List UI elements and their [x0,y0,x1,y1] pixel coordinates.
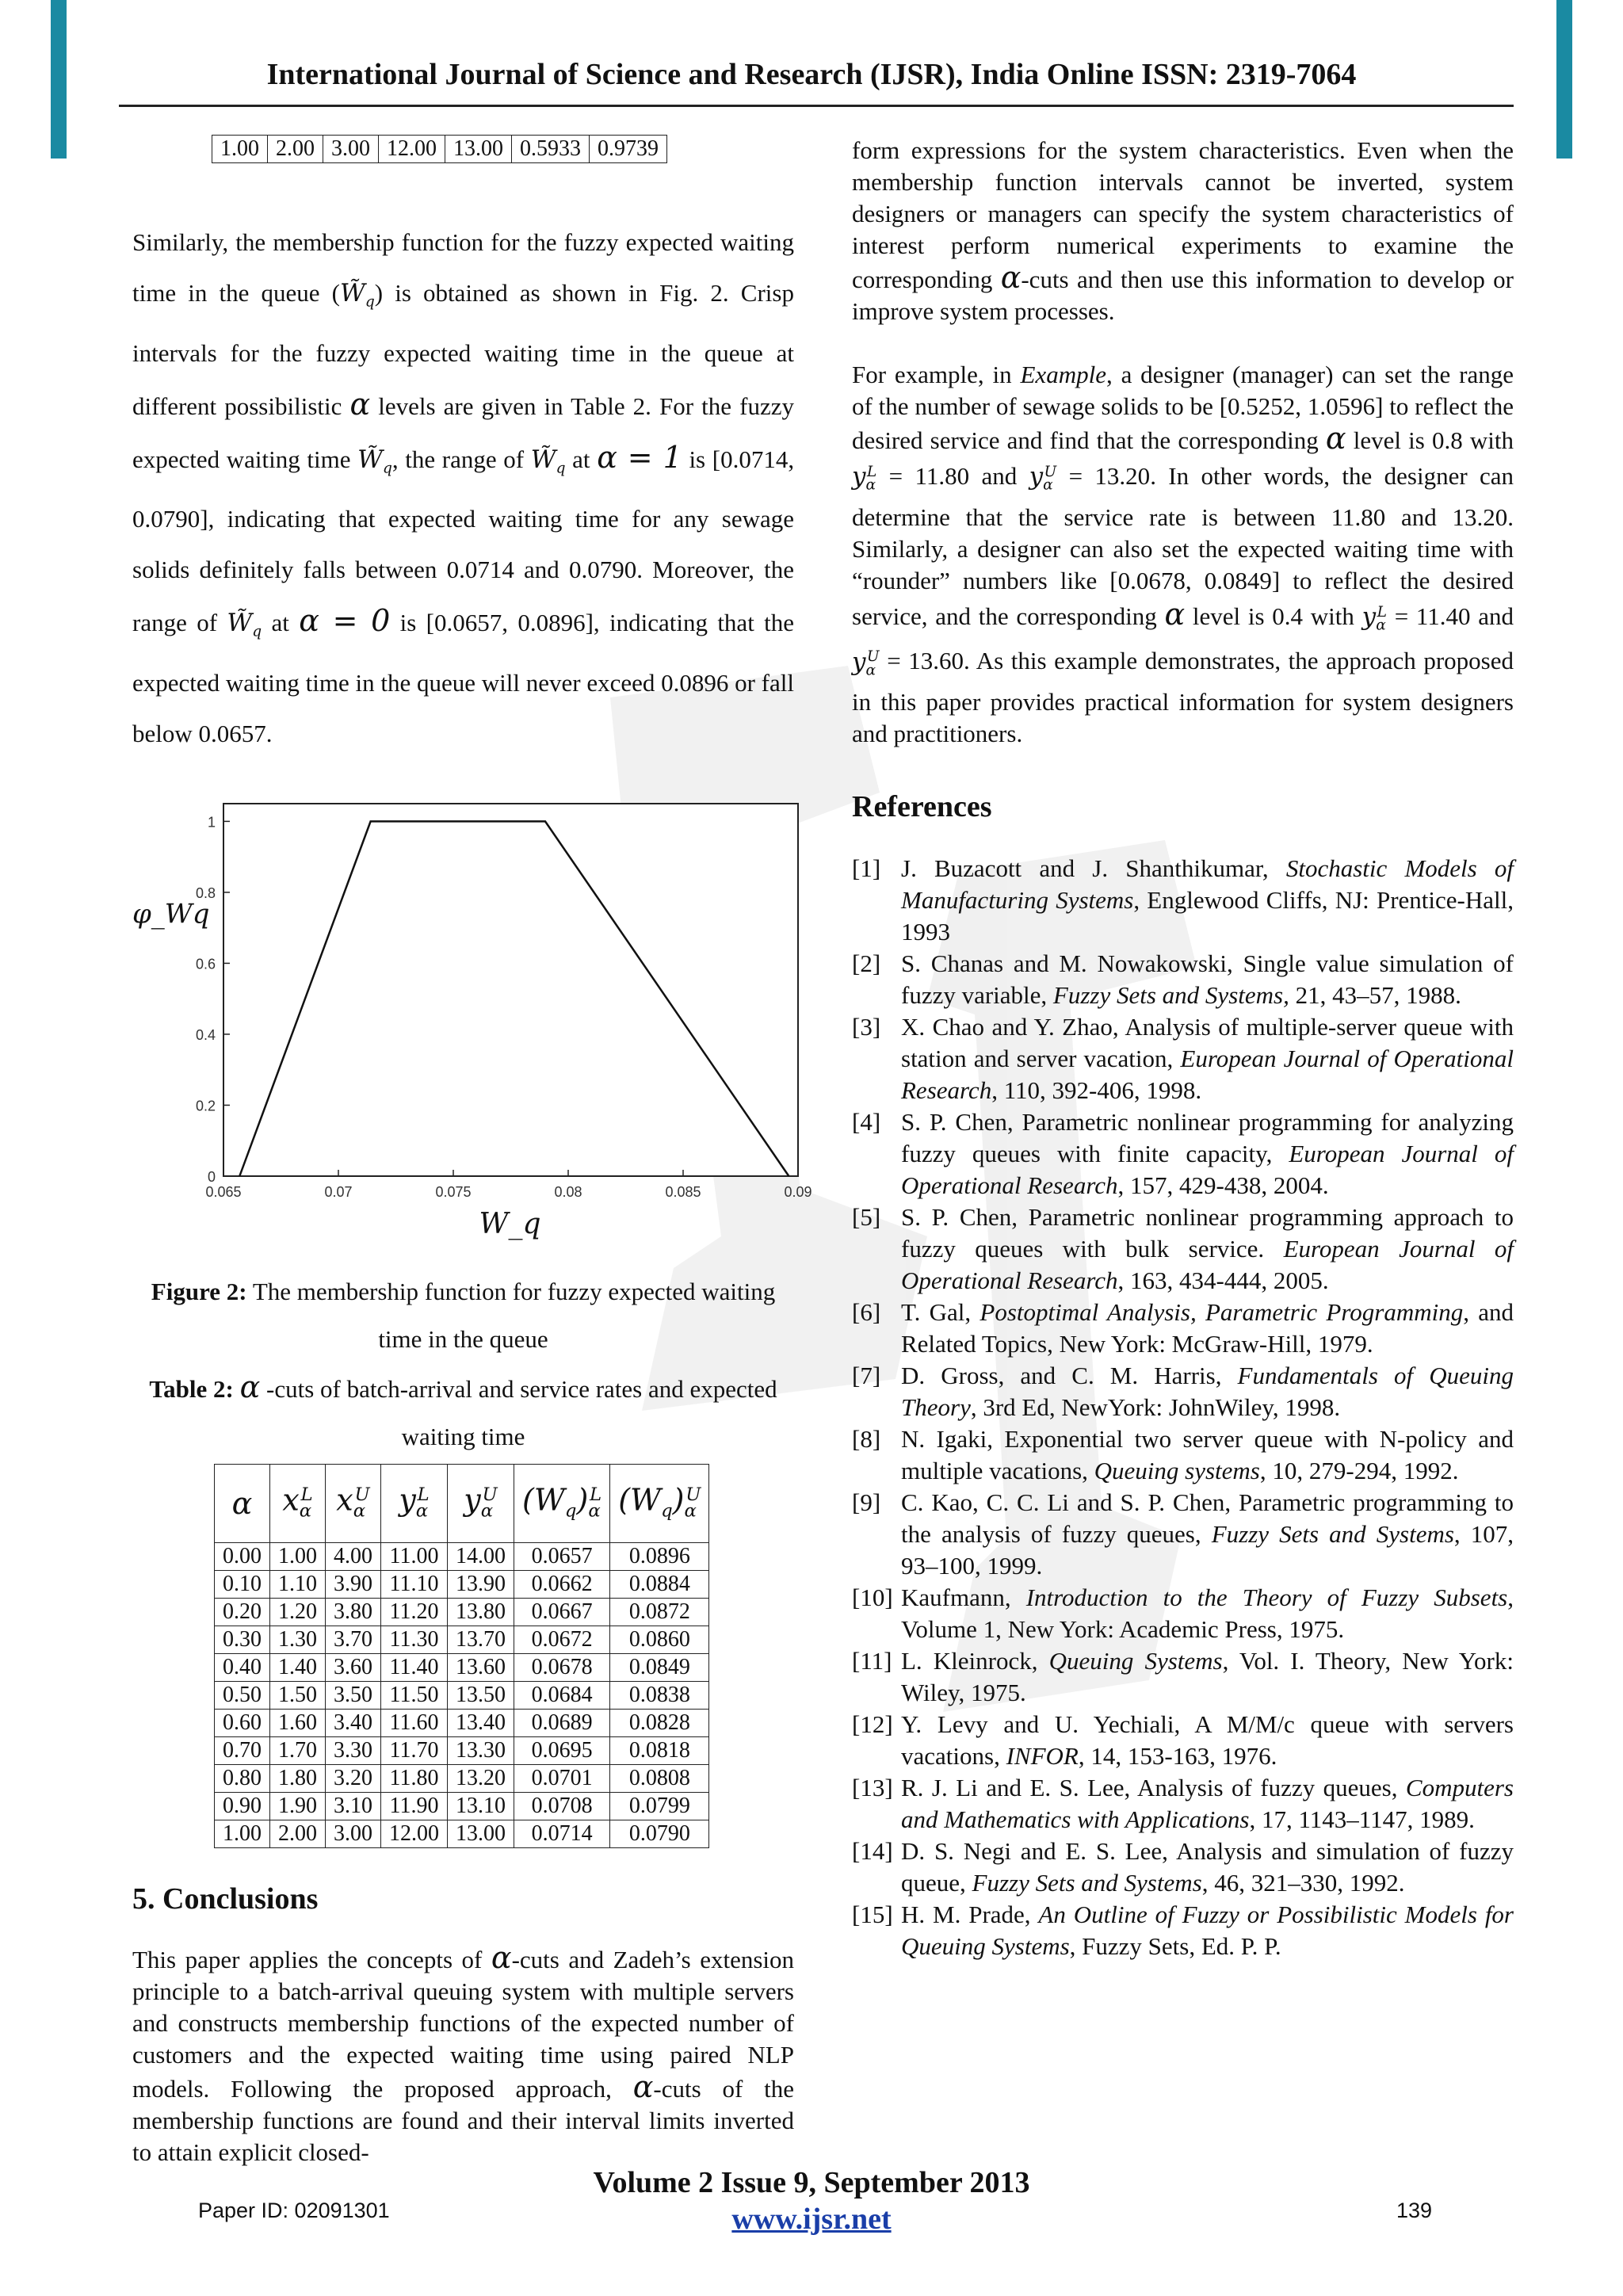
reference-text: R. J. Li and E. S. Lee, Analysis of fuzzy queues, Computers and Mathematics with Applications, 17, 1143–1147, 1989. [901,1774,1514,1834]
table-cell: 12.00 [381,1820,448,1847]
table-2-body [215,1542,709,1847]
table-cell: 0.0667 [514,1598,610,1626]
right-column [852,135,1514,1962]
table-cell: 0.90 [215,1792,270,1820]
references-heading: References [852,790,992,824]
reference-number: [15] [852,1901,893,1929]
reference-number: [4] [852,1108,881,1137]
table-cell: 0.0701 [514,1764,610,1792]
header-alpha: α [215,1464,270,1542]
table-cell: 3.60 [326,1653,381,1681]
table-cell: 0.70 [215,1736,270,1764]
table-cell: 0.0714 [514,1820,610,1847]
table-cell: 4.00 [326,1542,381,1570]
symbol-wq: $W̃_q$ [227,609,262,640]
table-cell: 1.60 [270,1709,326,1736]
reference-text: J. Buzacott and J. Shanthikumar, Stochastic Models of Manufacturing Systems, Englewood Cliffs, NJ: Prentice-Hall, 1993 [901,854,1514,946]
x-tick-label: 0.085 [665,1183,701,1200]
table-cell: 3.20 [326,1764,381,1792]
table-row [215,1542,709,1570]
table-row [212,136,667,163]
table-cell: 1.80 [270,1764,326,1792]
header-divider [119,105,1514,107]
header-wq-lower: $(W_q)_\alpha^L$ [514,1464,610,1542]
table-cell: 11.70 [381,1736,448,1764]
table-cell: 0.0860 [610,1626,709,1653]
x-tick-label: 0.08 [554,1183,582,1200]
table-cell: 3.90 [326,1570,381,1598]
table-cell: 1.00 [215,1820,270,1847]
table-cell: 13.20 [448,1764,514,1792]
table-cell: 13.60 [448,1653,514,1681]
symbol-wq: $W̃_q$ [339,279,375,311]
table-header-row [215,1464,709,1542]
reference-text: H. M. Prade, An Outline of Fuzzy or Possibilistic Models for Queuing Systems, Fuzzy Sets, Ed. P. P. [901,1901,1514,1961]
left-column [132,135,812,2186]
reference-item [852,1709,1514,1772]
reference-number: [14] [852,1837,893,1866]
conclusions-paragraph: This paper applies the concepts of α-cuts and Zadeh’s extension principle to a batch-arrival queuing system with multiple servers and constructs membership functions of the expected number of customers and the expected waiting time using paired NLP models. Following the proposed approach, α-cuts of the membership functions are found and their interval limits inverted to attain explicit closed- [132,1939,794,2166]
table-cell: 0.0684 [514,1681,610,1709]
reference-item [852,1899,1514,1962]
reference-text: S. P. Chen, Parametric nonlinear programming for analyzing fuzzy queues with finite capacity, European Journal of Operational Research, 157, 429-438, 2004. [901,1108,1514,1200]
table-cell: 13.50 [448,1681,514,1709]
table-cell: 1.40 [270,1653,326,1681]
table-cell: 0.00 [215,1542,270,1570]
reference-text: C. Kao, C. C. Li and S. P. Chen, Parametric programming to the analysis of fuzzy queues, Fuzzy Sets and Systems, 107, 93–100, 1999. [901,1488,1514,1580]
reference-text: S. P. Chen, Parametric nonlinear programming approach to fuzzy queues with bulk service. European Journal of Operational Research, 163, 434-444, 2005. [901,1203,1514,1295]
table-cell: 13.90 [448,1570,514,1598]
table-cell: 11.50 [381,1681,448,1709]
table-cell: 1.90 [270,1792,326,1820]
reference-item [852,1297,1514,1360]
table-cell: 0.0799 [610,1792,709,1820]
reference-text: X. Chao and Y. Zhao, Analysis of multiple-server queue with station and server vacation, European Journal of Operational Research, 110, 392-406, 1998. [901,1013,1514,1105]
top-table-fragment [212,135,667,163]
y-tick-label: 0 [207,1168,216,1185]
table-cell: 0.0662 [514,1570,610,1598]
table-cell: 0.0896 [610,1542,709,1570]
header-y-lower: $y_\alpha^L$ [381,1464,448,1542]
table-2 [214,1464,709,1848]
x-tick-label: 0.07 [324,1183,353,1200]
table-cell: 3.10 [326,1792,381,1820]
header-wq-upper: $(W_q)_\alpha^U$ [610,1464,709,1542]
table-cell: 0.10 [215,1570,270,1598]
table-cell: 13.00 [445,136,512,163]
reference-number: [10] [852,1584,893,1612]
table-cell: 0.0884 [610,1570,709,1598]
reference-number: [2] [852,949,881,978]
table-row [215,1820,709,1847]
footer-page-number: 139 [1396,2199,1433,2222]
x-tick-label: 0.075 [435,1183,472,1200]
reference-number: [6] [852,1298,881,1327]
paragraph-fuzzy-waiting-time: Similarly, the membership function for the fuzzy expected waiting time in the queue $(W̃_q)$ is obtained as shown in Fig. 2. Crisp intervals for the fuzzy expected waiting time in the queue at different possibilistic α levels are given in Table 2. For the fuzzy expected waiting time $W̃_q$, the range of $W̃_q$ at α = 1 is [0.0714, 0.0790], indicating that expected waiting time for any sewage solids definitely falls between 0.0714 and 0.0790. Moreover, the range of $W̃_q$ at α = 0 is [0.0657, 0.0896], indicating that the expected waiting time in the queue will never exceed 0.0896 or fall below 0.0657. [132,228,795,747]
table-cell: 0.0695 [514,1736,610,1764]
table-cell: 3.30 [326,1736,381,1764]
table-cell: 0.5933 [512,136,590,163]
table-cell: 3.40 [326,1709,381,1736]
table-cell: 11.20 [381,1598,448,1626]
reference-item [852,1582,1514,1645]
table-cell: 11.80 [381,1764,448,1792]
footer-volume: Volume 2 Issue 9, September 2013 [593,2166,1030,2199]
table-cell: 13.10 [448,1792,514,1820]
table-cell: 13.70 [448,1626,514,1653]
table-cell: 3.80 [326,1598,381,1626]
table-cell: 1.30 [270,1626,326,1653]
reference-item [852,1423,1514,1487]
symbol-wq: $W̃_q$ [357,445,392,476]
table-cell: 1.00 [212,136,268,163]
symbol-wq: $W̃_q$ [530,445,566,476]
references-list [852,853,1514,1962]
reference-number: [7] [852,1362,881,1390]
reference-item [852,1360,1514,1423]
table-cell: 1.70 [270,1736,326,1764]
table-cell: 1.10 [270,1570,326,1598]
table-cell: 0.0672 [514,1626,610,1653]
table-row [215,1598,709,1626]
table-cell: 2.00 [268,136,323,163]
reference-item [852,1011,1514,1106]
reference-text: Kaufmann, Introduction to the Theory of Fuzzy Subsets, Volume 1, New York: Academic Press, 1975. [901,1584,1514,1644]
y-tick-label: 0.4 [195,1026,216,1043]
table-cell: 0.30 [215,1626,270,1653]
table-cell: 0.60 [215,1709,270,1736]
header-x-upper: $x_\alpha^U$ [326,1464,381,1542]
figure-2-caption: Figure 2: The membership function for fuzzy expected waiting time in the queue [151,1277,776,1353]
table-row [215,1736,709,1764]
reference-number: [11] [852,1647,892,1675]
table-2-caption: Table 2: α -cuts of batch-arrival and service rates and expected waiting time [149,1369,777,1450]
table-cell: 13.00 [448,1820,514,1847]
table-cell: 3.50 [326,1681,381,1709]
table-cell: 11.40 [381,1653,448,1681]
reference-text: Y. Levy and U. Yechiali, A M/M/c queue with servers vacations, INFOR, 14, 153-163, 1976. [901,1710,1514,1771]
conclusions-heading: 5. Conclusions [132,1881,319,1916]
table-cell: 2.00 [270,1820,326,1847]
table-cell: 0.0790 [610,1820,709,1847]
table-cell: 1.20 [270,1598,326,1626]
reference-item [852,1836,1514,1899]
table-cell: 0.0872 [610,1598,709,1626]
table-row [215,1570,709,1598]
table-cell: 3.70 [326,1626,381,1653]
y-tick-label: 0.6 [195,955,216,972]
table-row [215,1653,709,1681]
table-cell: 0.0808 [610,1764,709,1792]
table-cell: 0.0678 [514,1653,610,1681]
reference-text: S. Chanas and M. Nowakowski, Single value simulation of fuzzy variable, Fuzzy Sets and Systems, 21, 43–57, 1988. [901,949,1514,1010]
paragraph-closed-form: form expressions for the system characteristics. Even when the membership function intervals cannot be inverted, system designers or managers can specify the system characteristics of interest perform numerical experiments to examine the corresponding α-cuts and then use this information to develop or improve system processes. [852,136,1514,325]
table-row [215,1764,709,1792]
table-cell: 13.40 [448,1709,514,1736]
reference-text: L. Kleinrock, Queuing Systems, Vol. I. Theory, New York: Wiley, 1975. [901,1647,1514,1707]
journal-header: International Journal of Science and Research (IJSR), India Online ISSN: 2319-7064 [266,58,1357,91]
table-cell: 11.90 [381,1792,448,1820]
table-row [215,1681,709,1709]
table-cell: 11.60 [381,1709,448,1736]
footer-paper-id: Paper ID: 02091301 [198,2199,390,2222]
reference-text: N. Igaki, Exponential two server queue with N-policy and multiple vacations, Queuing systems, 10, 279-294, 1992. [901,1425,1514,1485]
table-cell: 0.0828 [610,1709,709,1736]
reference-number: [13] [852,1774,893,1802]
table-row [215,1709,709,1736]
y-axis-label: φ_Wq [132,897,210,930]
table-cell: 0.40 [215,1653,270,1681]
table-cell: 13.80 [448,1598,514,1626]
reference-item [852,1645,1514,1709]
table-row [215,1626,709,1653]
reference-item [852,1487,1514,1582]
reference-number: [9] [852,1488,881,1517]
table-cell: 1.00 [270,1542,326,1570]
table-cell: 0.0708 [514,1792,610,1820]
reference-number: [3] [852,1013,881,1041]
table-cell: 0.0838 [610,1681,709,1709]
y-tick-label: 0.8 [195,884,216,901]
plot-frame [223,804,798,1176]
table-cell: 13.30 [448,1736,514,1764]
figure-2-chart [132,788,812,1263]
reference-number: [12] [852,1710,893,1739]
table-cell: 0.50 [215,1681,270,1709]
reference-item [852,1772,1514,1836]
header-x-lower: $x_\alpha^L$ [270,1464,326,1542]
reference-item [852,1201,1514,1297]
reference-item [852,1106,1514,1201]
table-row [215,1792,709,1820]
table-cell: 0.80 [215,1764,270,1792]
x-tick-label: 0.065 [205,1183,242,1200]
reference-number: [1] [852,854,881,883]
y-tick-label: 1 [207,813,216,830]
y-tick-label: 0.2 [195,1097,216,1114]
table-cell: 11.00 [381,1542,448,1570]
table-cell: 0.0689 [514,1709,610,1736]
x-axis-label: W_q [479,1207,541,1240]
reference-number: [8] [852,1425,881,1454]
reference-item [852,853,1514,948]
table-cell: 11.30 [381,1626,448,1653]
table-cell: 0.0818 [610,1736,709,1764]
x-tick-label: 0.09 [784,1183,812,1200]
table-cell: 0.9739 [590,136,667,163]
table-cell: 0.0657 [514,1542,610,1570]
footer-url-link[interactable]: www.ijsr.net [731,2202,892,2236]
table-cell: 14.00 [448,1542,514,1570]
table-cell: 1.50 [270,1681,326,1709]
table-cell: 0.20 [215,1598,270,1626]
reference-text: T. Gal, Postoptimal Analysis, Parametric Programming, and Related Topics, New York: McGraw-Hill, 1979. [901,1298,1514,1358]
table-cell: 12.00 [379,136,445,163]
reference-number: [5] [852,1203,881,1232]
paragraph-example: For example, in Example, a designer (manager) can set the range of the number of sewage solids to be [0.5252, 1.0596] to reflect the desired service and find that the corresponding α level is 0.8 with $y_\alpha^L = 11.80$ and $y_\alpha^U = 13.20$. In other words, the designer can determine that the service rate is between 11.80 and 13.20. Similarly, a designer can also set the expected waiting time with “rounder” numbers like [0.0678, 0.0849] to reflect the desired service, and the corresponding α level is 0.4 with $y_\alpha^L = 11.40$ and $y_\alpha^U = 13.60$. As this example demonstrates, the approach proposed in this paper provides practical information for system designers and practitioners. [852,361,1514,748]
table-cell: 3.00 [326,1820,381,1847]
reference-text: D. S. Negi and E. S. Lee, Analysis and simulation of fuzzy queue, Fuzzy Sets and Systems, 46, 321–330, 1992. [901,1837,1514,1897]
table-cell: 3.00 [323,136,379,163]
table-cell: 0.0849 [610,1653,709,1681]
reference-item [852,948,1514,1011]
header-y-upper: $y_\alpha^U$ [448,1464,514,1542]
table-cell: 11.10 [381,1570,448,1598]
reference-text: D. Gross, and C. M. Harris, Fundamentals of Queuing Theory, 3rd Ed, NewYork: JohnWiley, 1998. [901,1362,1514,1422]
